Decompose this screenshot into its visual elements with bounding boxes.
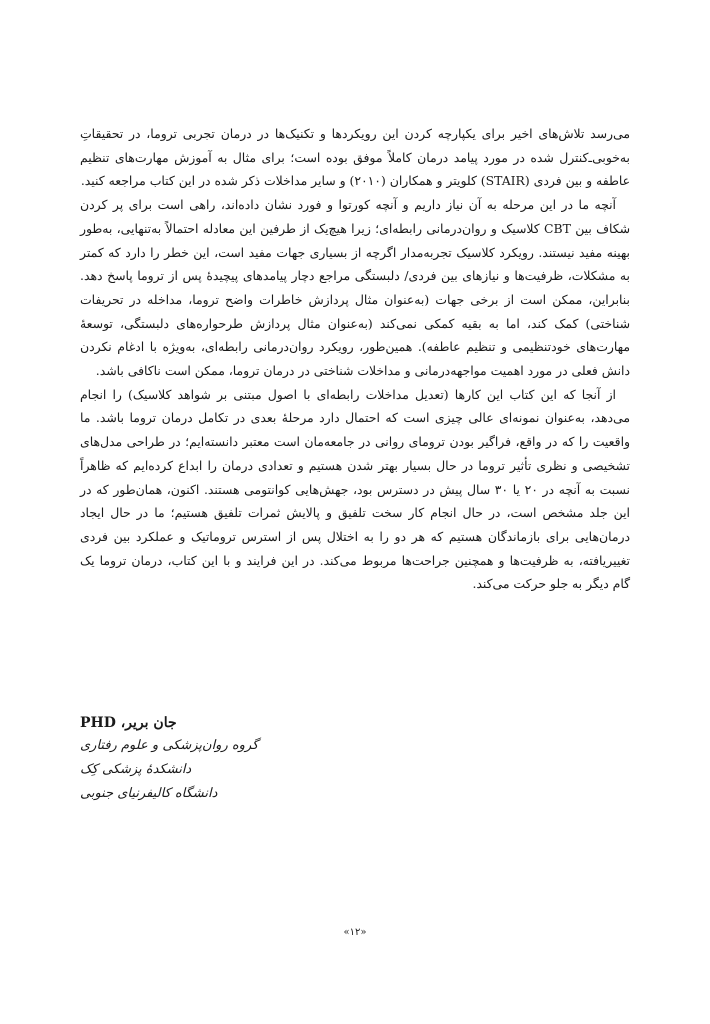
author-school: دانشکدهٔ پزشکی کِک <box>80 762 192 777</box>
signature-block <box>80 712 630 806</box>
paragraph-1: می‌رسد تلاش‌های اخیر برای یکپارچه کردن این رویکردها و تکنیک‌ها در درمان تجربی تروما، در تحقیقاتِ به‌خوبی‌ـ‌کنترل شده در مورد پیامد درمان کاملاً موفق بوده است؛ برای مثال به آموزش مهارت‌های تنظیم عاطفه و بین فردی (STAIR) کلویتر و همکاران (۲۰۱۰) و سایر مداخلات ذکر شده در این کتاب مراجعه کنید. <box>80 126 630 189</box>
author-department: گروه روان‌پزشکی و علوم رفتاری <box>80 738 259 753</box>
author-name: جان بریر، PHD <box>80 715 177 731</box>
page-number: «۱۲» <box>343 927 367 938</box>
paragraph-3: از آنجا که این کتاب این کارها (تعدیل مداخلات رابطه‌ای با اصول مبتنی بر شواهد کلاسیک) را انجام می‌دهد، به‌عنوان نمونه‌ای عالی چیزی است که احتمال دارد مرحلهٔ بعدی در تکامل درمان تروما باشد. ما واقعیت را که در واقع، فراگیر بودن ترومای روانی در جامعه‌مان است معتبر دانسته‌ایم؛ در طراحی مدل‌های تشخیصی و نظری تأثیر تروما در حال بسیار بهتر شدن هستیم و تعدادی درمان را ابداع کرده‌ایم که ظاهراً نسبت به آنچه در ۲۰ یا ۳۰ سال پیش در دسترس بود، جهش‌هایی کوانتومی هستند. اکنون، همان‌طور که در این جلد مشخص است، در حال انجام کار سخت تلفیق و پالایش ثمرات تلفیق هستیم؛ ما در حال ایجاد درمان‌هایی برای بازماندگان هستیم که هر دو را به اختلال پس از استرس تروماتیک و عملکرد بین فردی تغییریافته، به ظرفیت‌ها و همچنین جراحت‌ها مربوط می‌کند. در این فرایند و با این کتاب، درمان تروما یک گام دیگر به جلو حرکت می‌کند. <box>80 386 631 592</box>
author-university: دانشگاه کالیفرنیای جنوبی <box>80 786 218 801</box>
body-text <box>80 122 630 596</box>
paragraph-2: آنچه ما در این مرحله به آن نیاز داریم و آنچه کورتوا و فورد نشان داده‌اند، راهی است برای پر کردن شکاف بین CBT کلاسیک و روان‌درمانی رابطه‌ای؛ زیرا هیچ‌یک از طرفین این معادله احتمالاً به‌تنهایی، به‌طور بهینه مفید نیستند. رویکرد کلاسیک تجربه‌مدار اگرچه از بسیاری جهات مفید است، این خطر را دارد که کمتر به مشکلات، ظرفیت‌ها و نیازهای بین فردی/ دلبستگی مراجع دچار پیامدهای پیچیدهٔ پس از تروما پاسخ دهد. بنابراین، ممکن است از برخی جهات (به‌عنوان مثال پردازش خاطرات واضح تروما، مداخله در تحریفات شناختی) کمک کند، اما به بقیه کمکی نمی‌کند (به‌عنوان مثال پردازش طرحواره‌های دلبستگی، توسعهٔ مهارت‌های خودتنظیمی و تنظیم عاطفه). همین‌طور، رویکرد روان‌درمانی رابطه‌ای، به‌ویژه با ادغام نکردن دانش فعلی در مورد اهمیت مواجهه‌درمانی و مداخلات شناختی در درمان تروما، ممکن است ناکافی باشد. <box>80 197 631 379</box>
